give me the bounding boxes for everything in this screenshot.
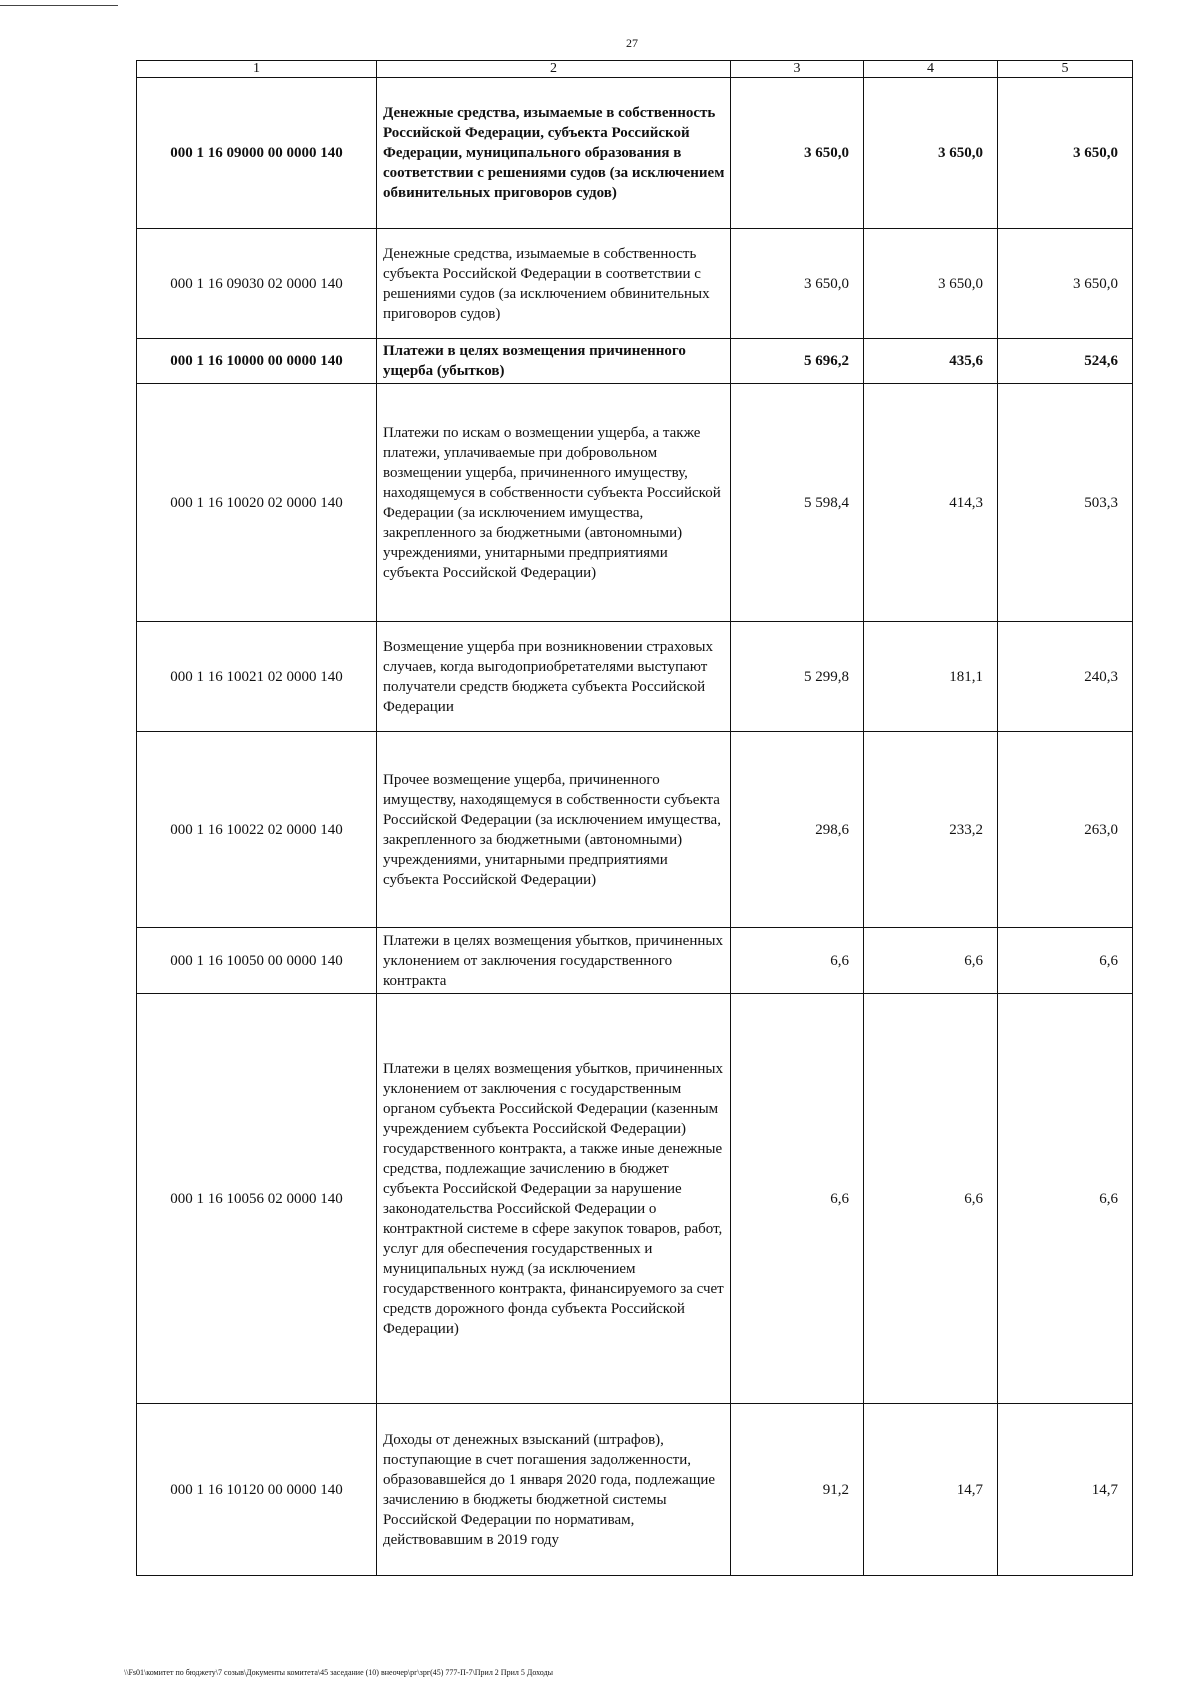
budget-code: 000 1 16 10056 02 0000 140 (137, 994, 377, 1404)
value-col5: 14,7 (998, 1404, 1133, 1576)
revenue-name: Прочее возмещение ущерба, причиненного имуществу, находящемуся в собственности субъекта Российской Федерации (за исключением имущества, закрепленного за бюджетными (автономными) учреждениями, унитарными предприятиями субъекта Российской Федерации) (377, 732, 731, 928)
column-header: 3 (731, 61, 864, 78)
value-col4: 435,6 (864, 339, 998, 384)
budget-code: 000 1 16 09000 00 0000 140 (137, 78, 377, 229)
table-row (137, 622, 1133, 732)
column-header: 1 (137, 61, 377, 78)
revenue-name: Доходы от денежных взысканий (штрафов), поступающие в счет погашения задолженности, образовавшейся до 1 января 2020 года, подлежащие зачислению в бюджеты бюджетной системы Российской Федерации по нормативам, действовавшим в 2019 году (377, 1404, 731, 1576)
revenue-name: Платежи в целях возмещения убытков, причиненных уклонением от заключения с государственным органом субъекта Российской Федерации (казенным учреждением субъекта Российской Федерации) государственного контракта, а также иные денежные средства, подлежащие зачислению в бюджет субъекта Российской Федерации за нарушение законодательства Российской Федерации о контрактной системе в сфере закупок товаров, работ, услуг для обеспечения государственных и муниципальных нужд (за исключением государственного контракта, финансируемого за счет средств дорожного фонда субъекта Российской Федерации) (377, 994, 731, 1404)
column-header: 5 (998, 61, 1133, 78)
value-col4: 414,3 (864, 384, 998, 622)
value-col4: 181,1 (864, 622, 998, 732)
value-col3: 5 299,8 (731, 622, 864, 732)
revenue-name: Платежи в целях возмещения причиненного ущерба (убытков) (377, 339, 731, 384)
table-row (137, 229, 1133, 339)
value-col4: 14,7 (864, 1404, 998, 1576)
revenue-name: Возмещение ущерба при возникновении страховых случаев, когда выгодоприобретателями выступают получатели средств бюджета субъекта Российской Федерации (377, 622, 731, 732)
value-col4: 233,2 (864, 732, 998, 928)
corner-mark (0, 5, 118, 6)
column-header: 4 (864, 61, 998, 78)
value-col5: 240,3 (998, 622, 1133, 732)
budget-code: 000 1 16 10022 02 0000 140 (137, 732, 377, 928)
value-col3: 91,2 (731, 1404, 864, 1576)
budget-code: 000 1 16 10020 02 0000 140 (137, 384, 377, 622)
value-col3: 3 650,0 (731, 229, 864, 339)
revenue-table (136, 60, 1133, 1576)
value-col4: 3 650,0 (864, 78, 998, 229)
budget-code: 000 1 16 10120 00 0000 140 (137, 1404, 377, 1576)
value-col4: 6,6 (864, 928, 998, 994)
table-row (137, 994, 1133, 1404)
value-col5: 6,6 (998, 928, 1133, 994)
table-row (137, 928, 1133, 994)
value-col5: 3 650,0 (998, 78, 1133, 229)
table-header-row (137, 61, 1133, 78)
value-col5: 3 650,0 (998, 229, 1133, 339)
value-col4: 3 650,0 (864, 229, 998, 339)
value-col5: 524,6 (998, 339, 1133, 384)
budget-code: 000 1 16 09030 02 0000 140 (137, 229, 377, 339)
file-path-footer: \\Fs01\комитет по бюджету\7 созыв\Документы комитета\45 заседание (10) внеочер\рг\зрг(45) 777-П-7\Прил 2 Прил 5 Доходы (124, 1668, 554, 1677)
value-col5: 503,3 (998, 384, 1133, 622)
revenue-name: Денежные средства, изымаемые в собственность Российской Федерации, субъекта Российской Федерации, муниципального образования в соответствии с решениями судов (за исключением обвинительных приговоров судов) (377, 78, 731, 229)
value-col5: 263,0 (998, 732, 1133, 928)
budget-code: 000 1 16 10000 00 0000 140 (137, 339, 377, 384)
table-row (137, 78, 1133, 229)
budget-code: 000 1 16 10021 02 0000 140 (137, 622, 377, 732)
table-row (137, 1404, 1133, 1576)
value-col3: 6,6 (731, 994, 864, 1404)
revenue-name: Платежи в целях возмещения убытков, причиненных уклонением от заключения государственного контракта (377, 928, 731, 994)
table-row (137, 732, 1133, 928)
value-col4: 6,6 (864, 994, 998, 1404)
budget-code: 000 1 16 10050 00 0000 140 (137, 928, 377, 994)
value-col3: 5 598,4 (731, 384, 864, 622)
table-row (137, 339, 1133, 384)
value-col5: 6,6 (998, 994, 1133, 1404)
value-col3: 3 650,0 (731, 78, 864, 229)
page-number: 27 (626, 36, 638, 50)
value-col3: 5 696,2 (731, 339, 864, 384)
table-row (137, 384, 1133, 622)
value-col3: 298,6 (731, 732, 864, 928)
column-header: 2 (377, 61, 731, 78)
revenue-name: Платежи по искам о возмещении ущерба, а также платежи, уплачиваемые при добровольном возмещении ущерба, причиненного имуществу, находящемуся в собственности субъекта Российской Федерации (за исключением имущества, закрепленного за бюджетными (автономными) учреждениями, унитарными предприятиями субъекта Российской Федерации) (377, 384, 731, 622)
revenue-name: Денежные средства, изымаемые в собственность субъекта Российской Федерации в соответствии с решениями судов (за исключением обвинительных приговоров судов) (377, 229, 731, 339)
value-col3: 6,6 (731, 928, 864, 994)
